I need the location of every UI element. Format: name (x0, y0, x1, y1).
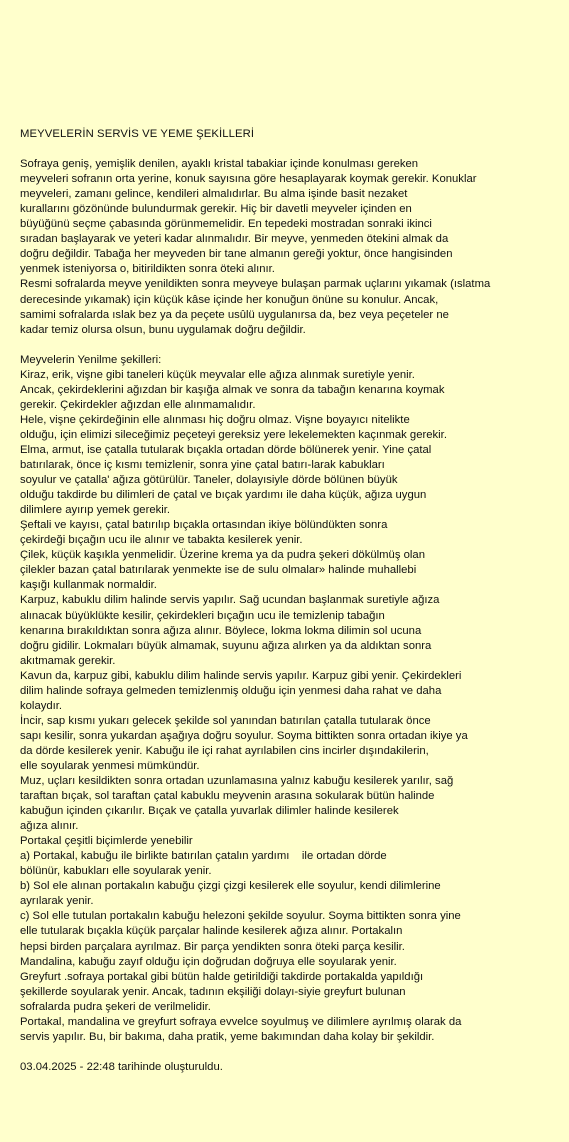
section-line: Karpuz, kabuklu dilim halinde servis yapılır. Sağ ucundan başlanmak suretiyle ağıza (20, 594, 440, 607)
section-line: doğru gidilir. Lokmaları büyük almamak, suyunu ağıza alırken ya da aldıktan sonra (20, 639, 432, 652)
section-line: Kavun da, karpuz gibi, kabuklu dilim halinde servis yapılır. Karpuz gibi yenir. Çekirdekleri (20, 669, 462, 682)
section-line: Elma, armut, ise çatalla tutularak bıçakla ortadan dörde bölünerek yenir. Yine çatal (20, 443, 432, 456)
section-line: Meyvelerin Yenilme şekilleri: (20, 353, 162, 366)
generated-timestamp: 03.04.2025 - 22:48 tarihinde oluşturuldu. (20, 1060, 223, 1073)
intro-line: meyveleri, zamanı gelince, kendileri almalıdırlar. Bu alma işinde basit nezaket (20, 188, 408, 201)
intro-line: büyüğünü seçme çabasında görünmemelidir. En tepedeki mostradan sonraki ikinci (20, 218, 432, 231)
section-line: da dörde kesilerek yenir. Kabuğu ile içi rahat ayrılabilen cins incirler dışındakilerin, (20, 744, 429, 757)
section-line: gerekir. Çekirdekler ağızdan elle alınmamalıdır. (20, 398, 256, 411)
section-line: elle tutularak bıçakla küçük parçalar halinde kesilerek ağıza alınır. Portakalın (20, 925, 403, 938)
eating-methods-section (20, 353, 551, 1045)
intro-line: samimi sofralarda ıslak bez ya da peçete usûlü uygulanırsa da, bez veya peçeteler ne (20, 308, 449, 321)
section-line: kabuğun içinden çıkarılır. Bıçak ve çatalla yuvarlak dilimler halinde kesilerek (20, 805, 399, 818)
section-line: soyulur ve çatalla' ağıza götürülür. Taneler, dolayısiyle dörde bölünen büyük (20, 474, 398, 487)
section-line: çekirdeği bıçağın ucu ile alınır ve tabakta kesilerek yenir. (20, 534, 303, 547)
section-line: dilim halinde sofraya gelmeden temizlenmiş olduğu için yenmesi daha rahat ve daha (20, 684, 442, 697)
section-line: şekillerde soyularak yenir. Ancak, tadının ekşiliği dolayı-siyie greyfurt bulunan (20, 985, 406, 998)
section-line: sofralarda pudra şekeri de verilmelidir. (20, 1000, 211, 1013)
section-line: kolaydır. (20, 699, 63, 712)
section-line: Portakal çeşitli biçimlerde yenebilir (20, 835, 193, 848)
section-line: Şeftali ve kayısı, çatal batırılıp bıçakla ortasından ikiye bölündükten sonra (20, 519, 388, 532)
spacer (20, 142, 551, 157)
section-line: taraftan bıçak, sol taraftan çatal kabuklu meyvenin arasına sokularak bütün halinde (20, 790, 435, 803)
section-line: a) Portakal, kabuğu ile birlikte batırılan çatalın yardımı ile ortadan dörde (20, 850, 387, 863)
section-line: batırılarak, önce iç kısmı temizlenir, sonra yine çatal batırı-larak kabukları (20, 459, 385, 472)
section-line: olduğu takdirde bu dilimleri de çatal ve bıçak yardımı ile daha küçük, ağıza uygun (20, 489, 427, 502)
section-line: akıtmamak gerekir. (20, 654, 116, 667)
section-line: kenarına bırakıldıktan sonra ağıza alınır. Böylece, lokma lokma dilimin sol ucuna (20, 624, 422, 637)
section-line: servis yapılır. Bu, bir bakıma, daha pratik, yeme bakımından daha kolay bir şekildir. (20, 1030, 435, 1043)
section-line: ayrılarak yenir. (20, 895, 94, 908)
document-title: MEYVELERİN SERVİS VE YEME ŞEKİLLERİ (20, 128, 255, 140)
section-line: Mandalina, kabuğu zayıf olduğu için doğrudan doğruya elle soyularak yenir. (20, 955, 397, 968)
section-line: sapı kesilir, sonra yukardan aşağıya doğru soyulur. Soyma bittikten sonra ortadan ikiye ya (20, 729, 468, 742)
intro-line: meyveleri sofranın orta yerine, konuk sayısına göre hesaplayarak koymak gerekir. Konuklar (20, 173, 477, 186)
section-line: Muz, uçları kesildikten sonra ortadan uzunlamasına yalnız kabuğu kesilerek yarılır, sağ (20, 775, 454, 788)
intro-line: sıradan başlayarak ve yeteri kadar alınmalıdır. Bir meyve, yenmeden ötekini almak da (20, 233, 449, 246)
intro-line: doğru değildir. Tabağa her meyveden bir tane almanın gereği yoktur, önce hangisinden (20, 248, 453, 261)
section-line: dilimlere ayırıp yemek gerekir. (20, 504, 171, 517)
section-line: çilekler bazan çatal batırılarak yenmekte ise de sulu olmalar» halinde muhallebi (20, 564, 417, 577)
intro-line: Resmi sofralarda meyve yenildikten sonra meyveye bulaşan parmak uçlarını yıkamak (ıslatma (20, 278, 491, 291)
section-line: hepsi birden parçalara ayrılmaz. Bir parça yendikten sonra öteki parça kesilir. (20, 940, 405, 953)
section-line: Çilek, küçük kaşıkla yenmelidir. Üzerine krema ya da pudra şekeri dökülmüş olan (20, 549, 425, 562)
section-line: Portakal, mandalina ve greyfurt sofraya evvelce soyulmuş ve dilimlere ayrılmış olarak da (20, 1015, 462, 1028)
intro-line: yenmek isteniyorsa o, bitirildikten sonra öteki alınır. (20, 263, 275, 276)
intro-line: kadar temiz olursa olsun, bunu uygulamak doğru değildir. (20, 323, 306, 336)
intro-line: Sofraya geniş, yemişlik denilen, ayaklı kristal tabakiar içinde konulması gereken (20, 158, 419, 171)
section-line: Hele, vişne çekirdeğinin elle alınması hiç doğru olmaz. Vişne boyayıcı nitelikte (20, 413, 410, 426)
section-line: c) Sol elle tutulan portakalın kabuğu helezoni şekilde soyulur. Soyma bittikten sonra yine (20, 910, 461, 923)
section-line: ağıza alınır. (20, 820, 79, 833)
section-line: Greyfurt .sofraya portakal gibi bütün halde getirildiği takdirde portakalda yapıldığı (20, 970, 424, 983)
section-line: alınacak büyüklükte kesilir, çekirdekleri bıçağın ucu ile temizlenip tabağın (20, 609, 385, 622)
section-line: Ancak, çekirdeklerini ağızdan bir kaşığa almak ve sonra da tabağın kenarına koymak (20, 383, 445, 396)
section-line: kaşığı kullanmak normaldir. (20, 579, 157, 592)
intro-line: derecesinde yıkamak) için küçük kâse içinde her konuğun önüne su konulur. Ancak, (20, 293, 439, 306)
section-line: elle soyularak yenmesi mümkündür. (20, 759, 200, 772)
section-line: olduğu, için elimizi sileceğimiz peçeteyi gereksiz yere lekelemekten kaçınmak gerekir. (20, 428, 447, 441)
section-line: İncir, sap kısmı yukarı gelecek şekilde sol yanından batırılan çatalla tutularak önce (20, 714, 431, 727)
intro-line: kurallarını gözönünde bulundurmak gerekir. Hiç bir davetli meyveler içinden en (20, 203, 412, 216)
section-line: Kiraz, erik, vişne gibi taneleri küçük meyvalar elle ağıza alınmak suretiyle yenir. (20, 368, 415, 381)
spacer (20, 338, 551, 353)
section-line: bölünür, kabukları elle soyularak yenir. (20, 865, 212, 878)
intro-paragraph (20, 157, 551, 338)
section-line: b) Sol ele alınan portakalın kabuğu çizgi çizgi kesilerek elle soyulur, kendi dilimlerine (20, 880, 441, 893)
